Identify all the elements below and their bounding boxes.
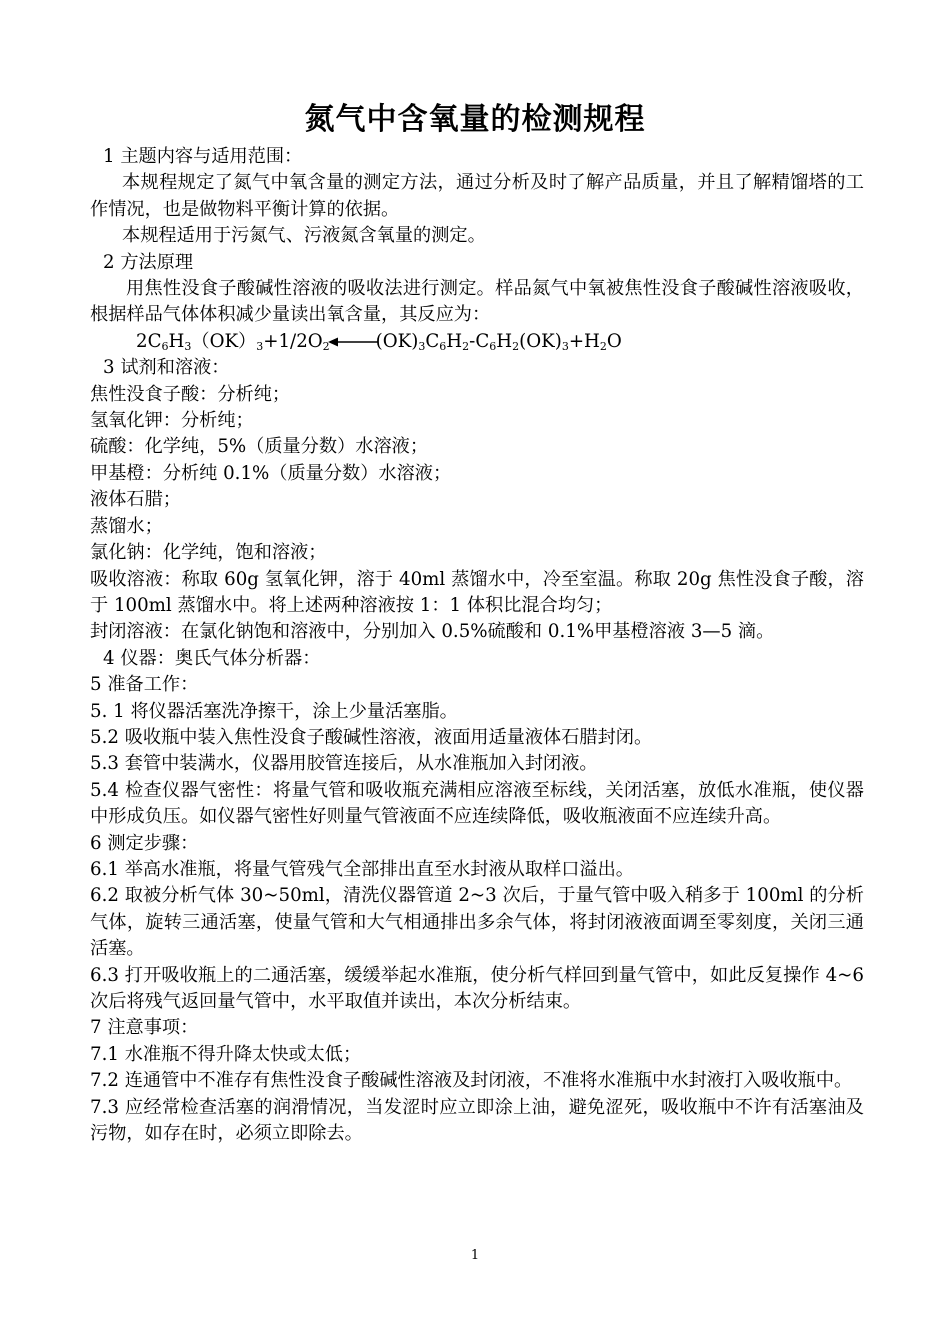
reagent-item: 硫酸：化学纯，5%（质量分数）水溶液； bbox=[90, 436, 429, 458]
section-5-heading: 5 准备工作： bbox=[90, 674, 199, 696]
section-3-heading: 3 试剂和溶液： bbox=[103, 357, 230, 379]
section-2-heading: 2 方法原理 bbox=[103, 251, 194, 273]
document-body bbox=[90, 144, 864, 1147]
step-item: 5.3 套管中装满水，仪器用胶管连接后，从水准瓶加入封闭液。 bbox=[90, 753, 598, 775]
section-1-paragraph-1: 本规程规定了氮气中氧含量的测定方法，通过分析及时了解产品质量，并且了解精馏塔的工作情况，也是做物料平衡计算的依据。 bbox=[90, 172, 864, 220]
step-item: 5.4 检查仪器气密性：将量气管和吸收瓶充满相应溶液至标线，关闭活塞，放低水准瓶，使仪器中形成负压。如仪器气密性好则量气管液面不应连续降低，吸收瓶液面不应连续升高。 bbox=[90, 779, 864, 828]
equation-right: $(OK)_3C_6H_2-C_6H_2(OK)_3+H_2O$ bbox=[375, 330, 622, 353]
step-item: 6.2 取被分析气体 30~50ml，清洗仪器管道 2~3 次后，于量气管中吸入稍多于 100ml 的分析气体，旋转三通活塞，使量气管和大气相通排出多余气体，将封闭液液面调至零刻度，关闭三通活塞。 bbox=[90, 885, 864, 960]
reagent-item: 蒸馏水； bbox=[90, 515, 163, 537]
step-item: 6.3 打开吸收瓶上的二通活塞，缓缓举起水准瓶，使分析气样回到量气管中，如此反复操作 4~6 次后将残气返回量气管中，水平取值并读出，本次分析结束。 bbox=[90, 964, 864, 1012]
note-item: 7.3 应经常检查活塞的润滑情况，当发涩时应立即涂上油，避免涩死，吸收瓶中不许有活塞油及污物，如存在时，必须立即除去。 bbox=[90, 1096, 864, 1145]
reaction-arrow-icon bbox=[328, 336, 382, 348]
section-6-heading: 6 测定步骤： bbox=[90, 832, 199, 854]
step-item: 6.1 举高水准瓶，将量气管残气全部排出直至水封液从取样口溢出。 bbox=[90, 858, 634, 880]
section-7-heading: 7 注意事项： bbox=[90, 1017, 199, 1039]
section-2-paragraph: 用焦性没食子酸碱性溶液的吸收法进行测定。样品氮气中氧被焦性没食子酸碱性溶液吸收，根据样品气体体积减少量读出氧含量，其反应为： bbox=[90, 278, 864, 326]
section-1-paragraph-2: 本规程适用于污氮气、污液氮含氧量的测定。 bbox=[122, 225, 486, 247]
reagent-item: 焦性没食子酸：分析纯； bbox=[90, 383, 291, 405]
reagent-item: 封闭溶液：在氯化钠饱和溶液中，分别加入 0.5%硫酸和 0.1%甲基橙溶液 3—5 滴。 bbox=[90, 621, 775, 643]
reagent-item: 液体石腊； bbox=[90, 489, 181, 511]
page-number: 1 bbox=[470, 1248, 480, 1263]
document-title: 氮气中含氧量的检测规程 bbox=[304, 102, 646, 137]
section-1-heading: 1 主题内容与适用范围： bbox=[103, 146, 303, 167]
reagent-item: 氯化钠：化学纯，饱和溶液； bbox=[90, 542, 327, 564]
reagent-item: 吸收溶液：称取 60g 氢氧化钾，溶于 40ml 蒸馏水中，冷至室温。称取 20g 焦性没食子酸，溶于 100ml 蒸馏水中。将上述两种溶液按 1：1 体积比混合均匀； bbox=[90, 568, 864, 616]
note-item: 7.1 水准瓶不得升降太快或太低； bbox=[90, 1043, 362, 1065]
step-item: 5.2 吸收瓶中装入焦性没食子酸碱性溶液，液面用适量液体石腊封闭。 bbox=[90, 726, 653, 748]
reaction-equation bbox=[90, 329, 864, 355]
section-4-heading: 4 仪器：奥氏气体分析器： bbox=[103, 647, 321, 669]
reagent-item: 甲基橙：分析纯 0.1%（质量分数）水溶液； bbox=[90, 462, 452, 484]
equation-left: $2C_6H_3(OK)_3+1/2O_2$ bbox=[136, 330, 330, 353]
step-item: 5. 1 将仪器活塞洗净擦干，涂上少量活塞脂。 bbox=[90, 700, 458, 722]
note-item: 7.2 连通管中不准存有焦性没食子酸碱性溶液及封闭液，不准将水准瓶中水封液打入吸收瓶中。 bbox=[90, 1070, 853, 1092]
reagent-item: 氢氧化钾：分析纯； bbox=[90, 410, 254, 432]
